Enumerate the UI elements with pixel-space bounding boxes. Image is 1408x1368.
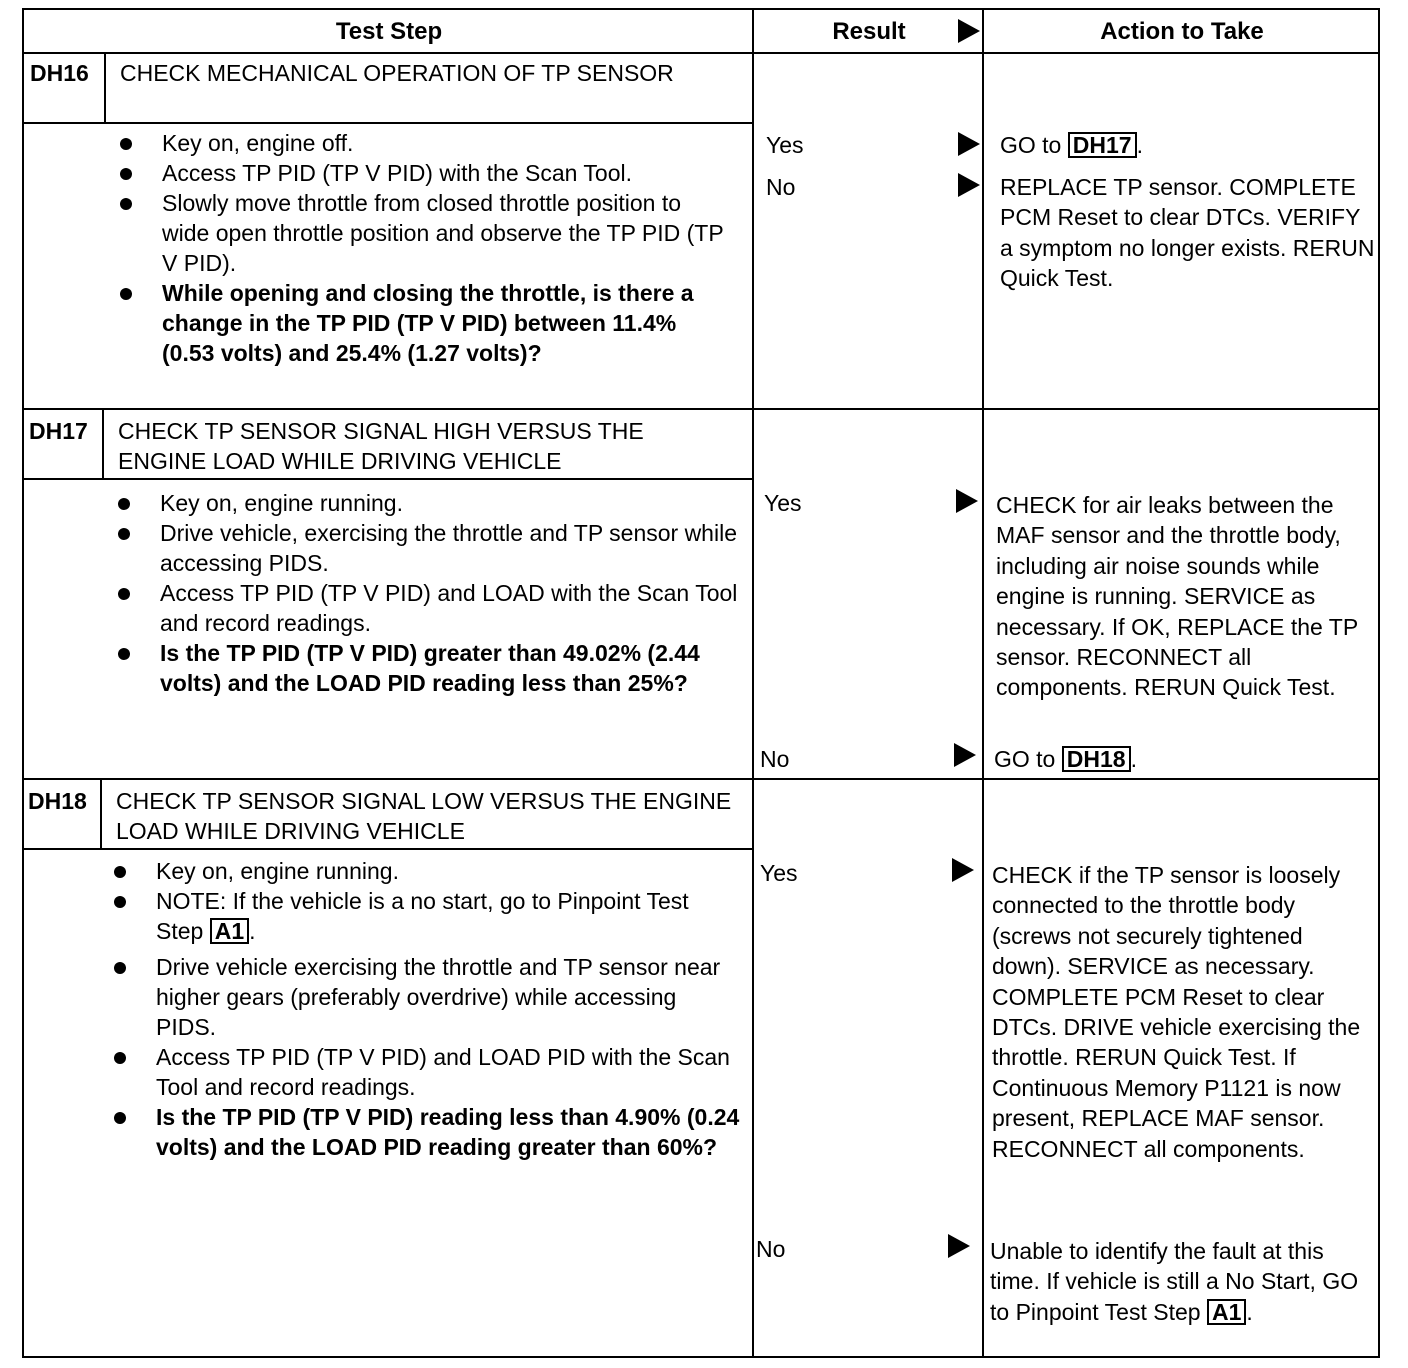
dh17-yes-label: Yes: [764, 490, 802, 516]
question-item: Is the TP PID (TP V PID) greater than 49.02% (2.44 volts) and the LOAD PID reading less than 25%?: [114, 638, 744, 698]
header-result: Result: [832, 18, 906, 45]
dh16-no-label: No: [766, 174, 796, 200]
ref-box-a1: A1: [210, 918, 249, 944]
step-id-dh17: DH17: [29, 418, 88, 444]
dh16-id-divider: [104, 54, 106, 122]
question-item: Is the TP PID (TP V PID) reading less than 4.90% (0.24 volts) and the LOAD PID reading greater than 60%?: [110, 1102, 740, 1162]
dh17-bullets: [114, 488, 744, 698]
dh18-yes-action: CHECK if the TP sensor is loosely connected to the throttle body (screws not securely tightened down). SERVICE as necessary. COMPLETE PCM Reset to clear DTCs. DRIVE vehicle exercising the throttle. RERUN Quick Test. If Continuous Memory P1121 is now present, REPLACE MAF sensor. RECONNECT all components.: [992, 862, 1361, 1162]
step-divider-dh18: [24, 778, 1380, 780]
dh18-yes-label: Yes: [760, 860, 798, 886]
header-test-step: Test Step: [335, 18, 443, 45]
list-item: Key on, engine off.: [116, 128, 726, 158]
dh18-bullets: [110, 856, 740, 1162]
list-item: NOTE: If the vehicle is a no start, go to Pinpoint Test Step A1 .: [110, 886, 740, 946]
step-id-dh16: DH16: [30, 60, 89, 86]
dh18-no-label: No: [756, 1236, 786, 1262]
dh16-yes-action: GO to DH17 .: [1000, 132, 1143, 158]
dh16-yes-arrow-icon: [958, 132, 980, 156]
list-item: Slowly move throttle from closed throttle position to wide open throttle position and observe the TP PID (TP V PID).: [116, 188, 726, 278]
list-item: Access TP PID (TP V PID) and LOAD PID with the Scan Tool and record readings.: [110, 1042, 740, 1102]
dh16-no-arrow-icon: [958, 173, 980, 197]
dh16-bullets: [116, 128, 726, 368]
list-item: Access TP PID (TP V PID) with the Scan Tool.: [116, 158, 726, 188]
header-divider: [24, 52, 1380, 54]
dh17-id-divider: [102, 410, 104, 478]
list-item: Drive vehicle, exercising the throttle and TP sensor while accessing PIDS.: [114, 518, 744, 578]
list-item: Key on, engine running.: [114, 488, 744, 518]
dh16-no-action: REPLACE TP sensor. COMPLETE PCM Reset to clear DTCs. VERIFY a symptom no longer exists. RERUN Quick Test.: [1000, 174, 1375, 292]
dh17-title-divider: [24, 478, 754, 480]
dh17-no-arrow-icon: [954, 743, 976, 767]
dh17-no-label: No: [760, 746, 790, 772]
step-title-dh18: CHECK TP SENSOR SIGNAL LOW VERSUS THE ENGINE LOAD WHILE DRIVING VEHICLE: [116, 788, 732, 844]
action-column-divider: [982, 10, 984, 1358]
header-action: Action to Take: [1100, 18, 1264, 45]
question-item: While opening and closing the throttle, is there a change in the TP PID (TP V PID) between 11.4% (0.53 volts) and 25.4% (1.27 volts)?: [116, 278, 726, 368]
list-item: Access TP PID (TP V PID) and LOAD with the Scan Tool and record readings.: [114, 578, 744, 638]
ref-box-a1-action: A1: [1207, 1299, 1246, 1325]
ref-box-dh17: DH17: [1068, 132, 1137, 158]
dh17-no-action: GO to DH18 .: [994, 746, 1137, 772]
dh18-id-divider: [100, 780, 102, 848]
list-item: Key on, engine running.: [110, 856, 740, 886]
step-divider-dh17: [24, 408, 1380, 410]
diagnostic-table: [22, 8, 1380, 1358]
ref-box-dh18: DH18: [1062, 746, 1131, 772]
step-title-dh16: CHECK MECHANICAL OPERATION OF TP SENSOR: [120, 60, 674, 86]
dh16-yes-label: Yes: [766, 132, 804, 158]
list-item: Drive vehicle exercising the throttle and TP sensor near higher gears (preferably overdrive) while accessing PIDS.: [110, 952, 740, 1042]
dh18-title-divider: [24, 848, 754, 850]
dh18-no-action: Unable to identify the fault at this time. If vehicle is still a No Start, GO to Pinpoint Test Step A1 .: [990, 1238, 1359, 1325]
result-column-divider: [752, 10, 754, 1358]
dh17-yes-action: CHECK for air leaks between the MAF sensor and the throttle body, including air noise sounds while engine is running. SERVICE as necessary. If OK, REPLACE the TP sensor. RECONNECT all components. RERUN Quick Test.: [996, 492, 1358, 701]
dh16-title-divider: [24, 122, 754, 124]
step-title-dh17: CHECK TP SENSOR SIGNAL HIGH VERSUS THE ENGINE LOAD WHILE DRIVING VEHICLE: [118, 418, 644, 474]
dh17-yes-arrow-icon: [956, 489, 978, 513]
header-arrow-icon: [958, 19, 980, 43]
dh18-no-arrow-icon: [948, 1234, 970, 1258]
step-id-dh18: DH18: [28, 788, 87, 814]
dh18-yes-arrow-icon: [952, 858, 974, 882]
